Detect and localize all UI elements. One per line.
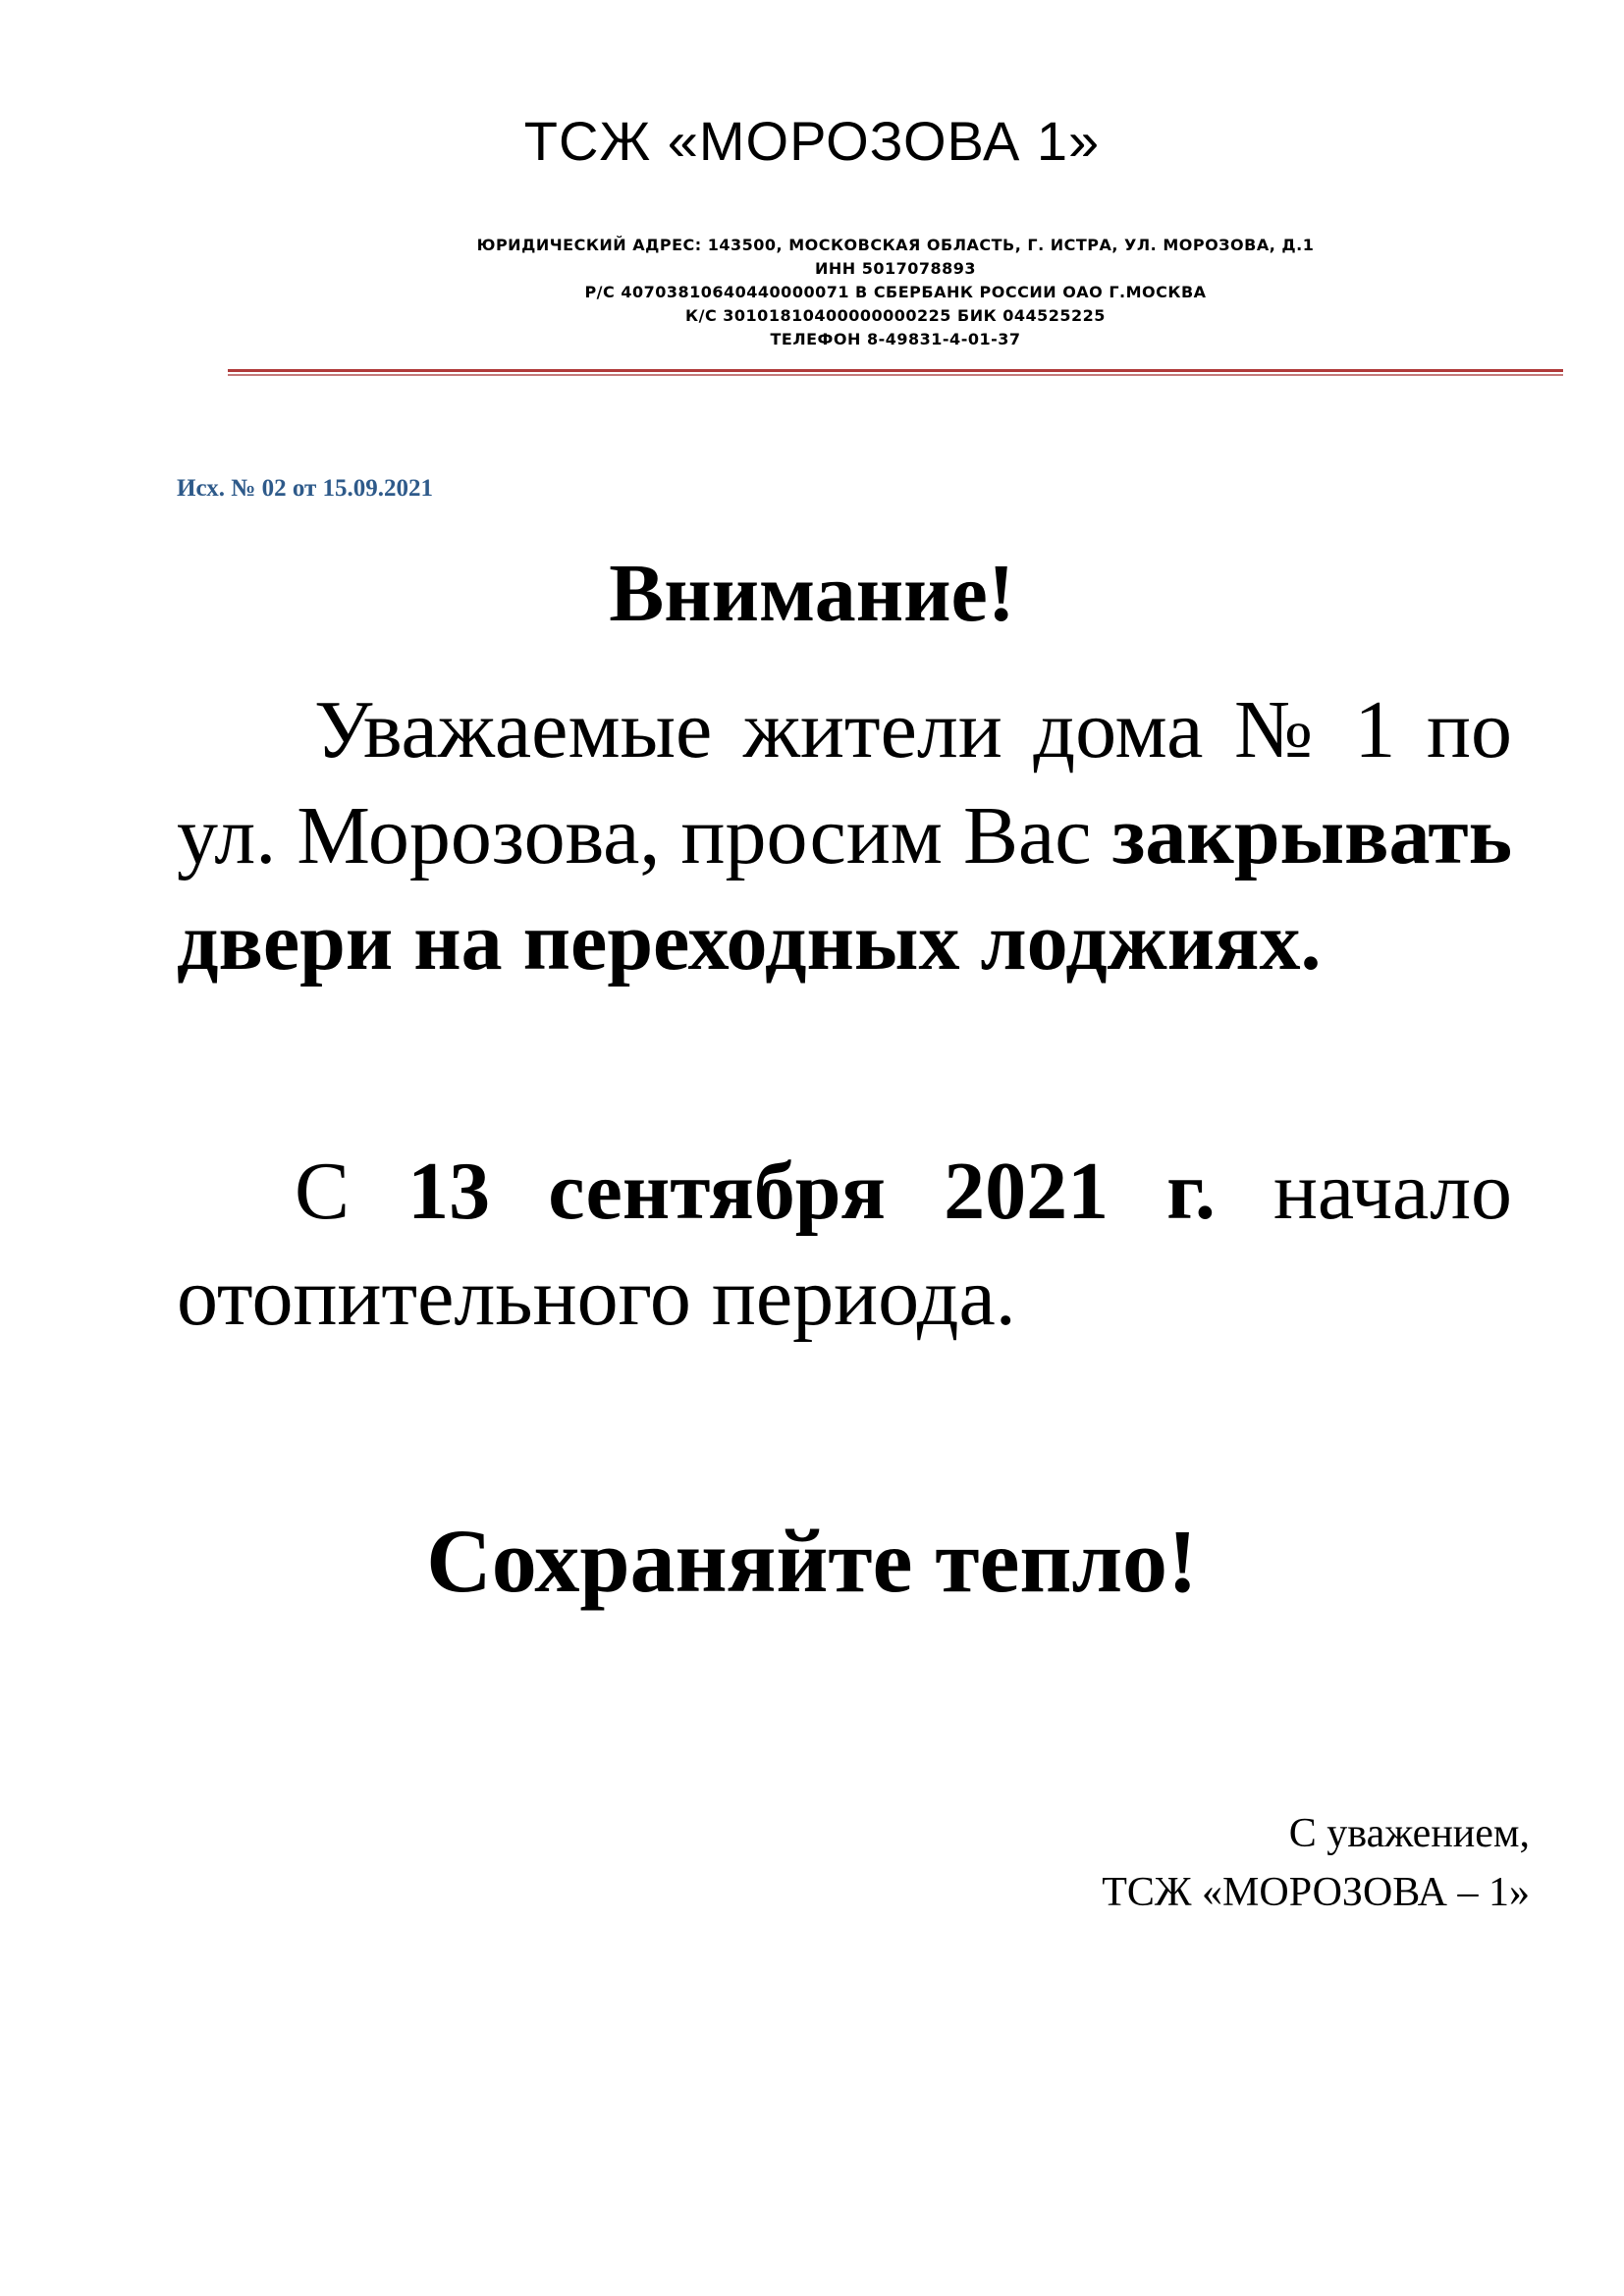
attention-heading: Внимание! xyxy=(609,548,1015,639)
signature-organization: ТСЖ «МОРОЗОВА – 1» xyxy=(1102,1870,1530,1915)
header-divider xyxy=(228,369,1563,375)
signature-block xyxy=(1102,1804,1530,1922)
phone-number: ТЕЛЕФОН 8-49831-4-01-37 xyxy=(770,330,1021,348)
organization-title: ТСЖ «МОРОЗОВА 1» xyxy=(523,110,1101,172)
notice-paragraph-doors xyxy=(177,677,1512,995)
signature-greeting: С уважением, xyxy=(1288,1811,1530,1856)
notice-paragraph-heating xyxy=(177,1139,1512,1351)
correspondent-account: К/С 30101810400000000225 БИК 044525225 xyxy=(685,306,1106,325)
closing-slogan: Сохраняйте тепло! xyxy=(426,1511,1198,1611)
doors-request-text: Уважаемые жители дома № 1 по ул. Морозова, просим Вас xyxy=(177,684,1512,881)
heating-suffix: начало отопительного периода. xyxy=(177,1146,1512,1343)
inn-number: ИНН 5017078893 xyxy=(814,259,977,278)
legal-address: ЮРИДИЧЕСКИЙ АДРЕС: 143500, МОСКОВСКАЯ ОБЛАСТЬ, Г. ИСТРА, УЛ. МОРОЗОВА, Д.1 xyxy=(476,236,1315,254)
divider-line-thin xyxy=(228,374,1563,376)
settlement-account: Р/С 40703810640440000071 В СБЕРБАНК РОССИИ ОАО Г.МОСКВА xyxy=(584,283,1207,301)
heating-start-date: 13 сентября 2021 г. xyxy=(407,1146,1216,1237)
divider-line-thick xyxy=(228,369,1563,372)
doors-request-emphasis: закрывать двери на переходных лоджиях. xyxy=(177,790,1512,988)
requisites-block xyxy=(228,234,1563,351)
heating-prefix: С xyxy=(295,1146,408,1237)
outgoing-reference: Исх. № 02 от 15.09.2021 xyxy=(177,475,434,502)
